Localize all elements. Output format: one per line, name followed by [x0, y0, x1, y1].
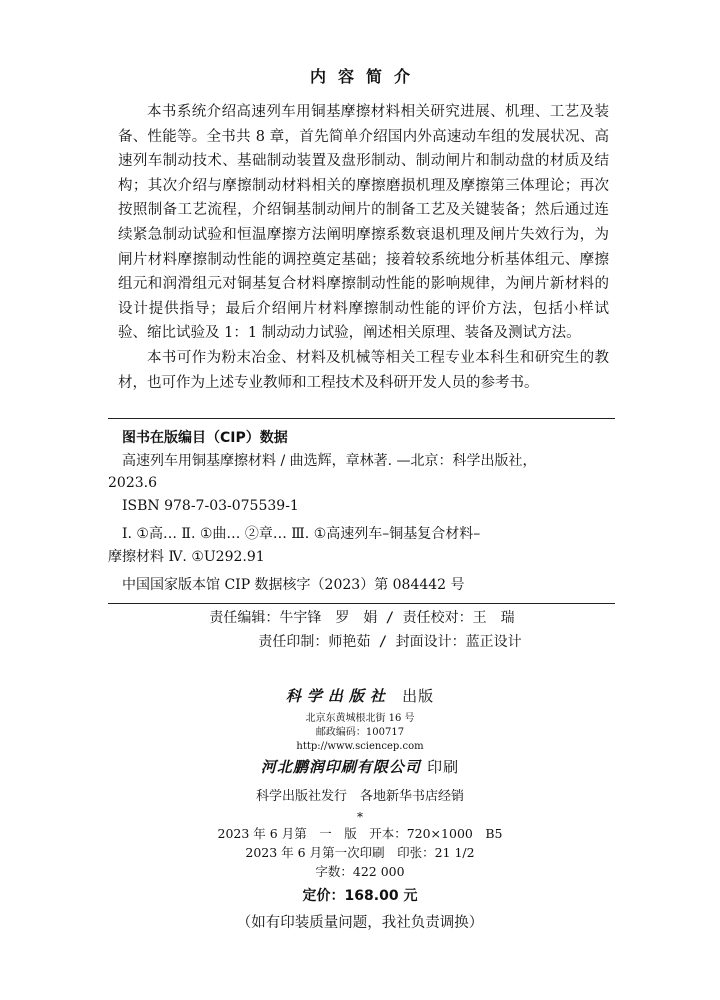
printing-line: 2023 年 6 月第一次印刷 印张：21 1/2 [245, 845, 475, 860]
cip-record-number: 中国国家版本馆 CIP 数据核字（2023）第 084442 号 [122, 577, 465, 593]
cip-classification-cont: 摩擦材料 Ⅳ. ①U292.91 [108, 548, 265, 565]
cip-title-line: 高速列车用铜基摩擦材料 / 曲选辉，章林著. —北京：科学出版社， [122, 452, 537, 469]
intro-title: 内容简介 [309, 67, 422, 86]
cip-classification: Ⅰ. ①高… Ⅱ. ①曲… ②章… Ⅲ. ①高速列车–铜基复合材料– [122, 526, 481, 542]
credits-editors: 责任编辑：牛宇锋 罗 娟 / 责任校对：王 瑞 [209, 610, 515, 626]
intro-paragraph-2: 本书可作为粉末冶金、材料及机械等相关工程专业本科生和研究生的教材，也可作为上述专业教师和工程技术及科研开发人员的参考书。 [118, 349, 609, 391]
credits [0, 606, 720, 654]
publisher-postcode: 邮政编码：100717 [315, 727, 405, 738]
quality-notice: （如有印装质量问题，我社负责调换） [236, 915, 484, 931]
imprint [0, 685, 720, 932]
printer-line [0, 756, 720, 777]
cip-heading: 图书在版编目（CIP）数据 [122, 430, 288, 446]
edition-line: 2023 年 6 月第 一 版 开本：720×1000 B5 [217, 826, 503, 841]
cip-title-line-cont: 2023.6 [108, 475, 157, 491]
cip-isbn: ISBN 978-7-03-075539-1 [122, 497, 299, 514]
separator-star: * [357, 810, 363, 824]
credits-printing-design: 责任印制：师艳茹 / 封面设计：蓝正设计 [258, 634, 522, 650]
distribution-line: 科学出版社发行 各地新华书店经销 [255, 789, 464, 804]
publisher-website: http://www.sciencep.com [296, 741, 424, 752]
publisher-address: 北京东黄城根北街 16 号 [305, 713, 415, 724]
printer-name: 河北鹏润印刷有限公司 [260, 758, 421, 776]
word-count: 字数：422 000 [315, 864, 405, 879]
publisher-suffix: 出版 [402, 687, 435, 705]
intro-body [118, 100, 609, 395]
intro-paragraph-1: 本书系统介绍高速列车用铜基摩擦材料相关研究进展、机理、工艺及装备、性能等。全书共 8 章，首先简单介绍国内外高速动车组的发展状况、高速列车制动技术、基础制动装置及盘形制动、制动闸片和制动盘的材质及结构；其次介绍与摩擦制动材料相关的摩擦磨损机理及摩擦第三体理论；再次按照制备工艺流程，介绍铜基制动闸片的制备工艺及关键装备；然后通过连续紧急制动试验和恒温摩擦方法阐明摩擦系数衰退机理及闸片失效行为，为闸片材料摩擦制动性能的调控奠定基础；接着较系统地分析基体组元、摩擦组元和润滑组元对铜基复合材料摩擦制动性能的影响规律，为闸片新材料的设计提供指导；最后介绍闸片材料摩擦制动性能的评价方法，包括小样试验、缩比试验及 1：1 制动动力试验，阐述相关原理、装备及测试方法。 [118, 104, 609, 342]
cip-block [108, 418, 615, 604]
publisher-name: 科学出版社 [285, 687, 391, 705]
publisher-line [0, 685, 720, 706]
printer-suffix: 印刷 [427, 758, 460, 776]
price: 定价：168.00 元 [302, 888, 418, 904]
